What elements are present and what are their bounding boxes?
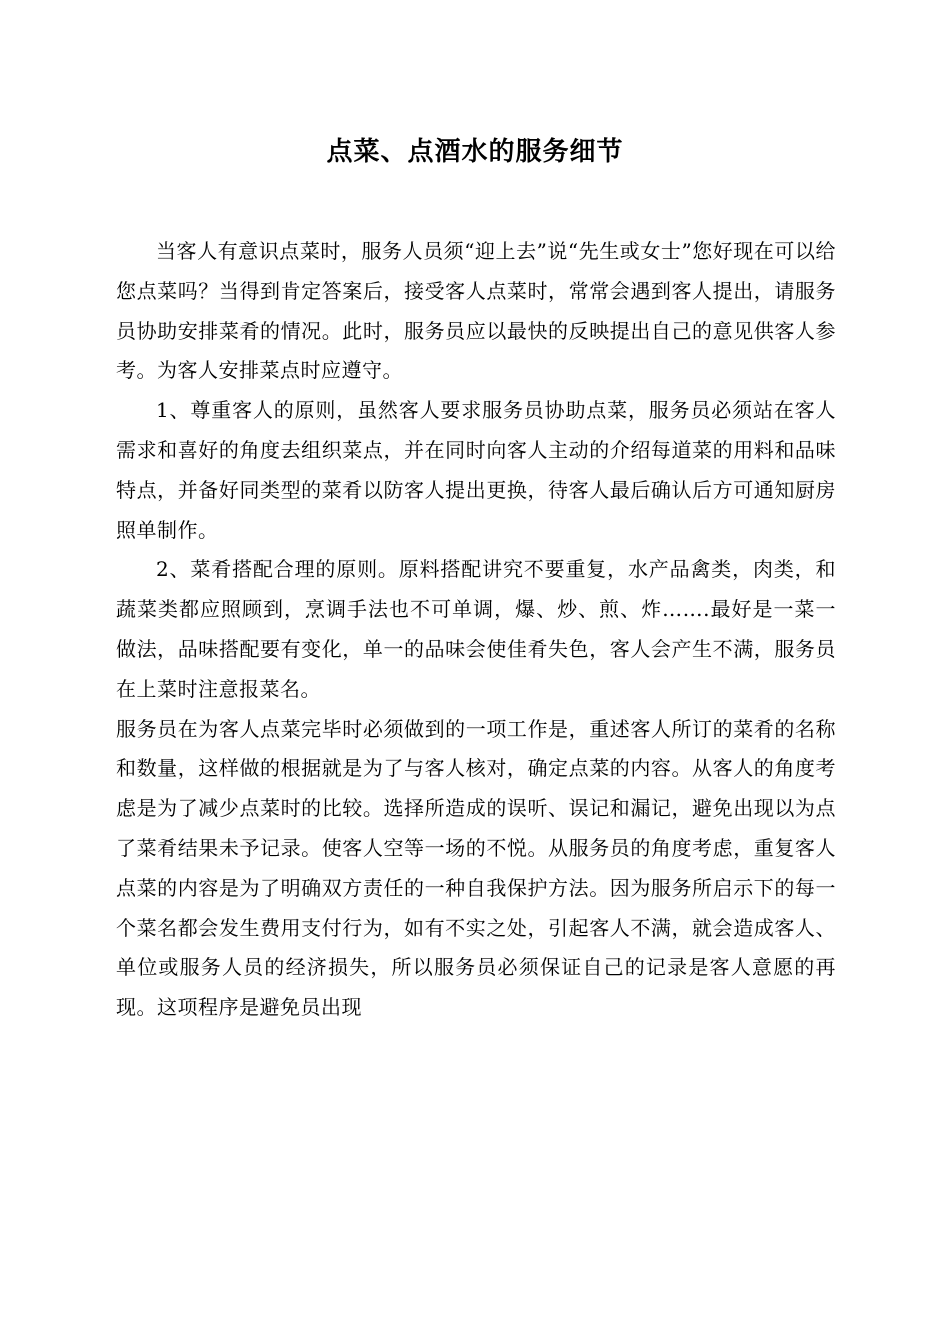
page-title: 点菜、点酒水的服务细节 <box>326 137 624 167</box>
paragraph-rule-2: 2、菜肴搭配合理的原则。原料搭配讲究不要重复，水产品禽类，肉类，和蔬菜类都应照顾到，烹调手法也不可单调，爆、炒、煎、炸…….最好是一菜一做法，品味搭配要有变化，单一的品味会使佳肴失色，客人会产生不满，服务员在上菜时注意报菜名。 <box>116 557 836 701</box>
paragraph-order-confirmation: 服务员在为客人点菜完毕时必须做到的一项工作是，重述客人所订的菜肴的名称和数量，这样做的根据就是为了与客人核对，确定点菜的内容。从客人的角度考虑是为了减少点菜时的比较。选择所造成的误听、误记和漏记，避免出现以为点了菜肴结果未予记录。使客人空等一场的不悦。从服务员的角度考虑，重复客人点菜的内容是为了明确双方责任的一种自我保护方法。因为服务所启示下的每一个菜名都会发生费用支付行为，如有不实之处，引起客人不满，就会造成客人、单位或服务人员的经济损失，所以服务员必须保证自己的记录是客人意愿的再现。这项程序是避免员出现 <box>116 716 836 1020</box>
document-body <box>116 232 836 1028</box>
paragraph-intro: 当客人有意识点菜时，服务人员须“迎上去”说“先生或女士”您好现在可以给您点菜吗？当得到肯定答案后，接受客人点菜时，常常会遇到客人提出，请服务员协助安排菜肴的情况。此时，服务员应以最快的反映提出自己的意见供客人参考。为客人安排菜点时应遵守。 <box>116 239 836 383</box>
paragraph-rule-1: 1、尊重客人的原则，虽然客人要求服务员协助点菜，服务员必须站在客人需求和喜好的角度去组织菜点，并在同时向客人主动的介绍每道菜的用料和品味特点，并备好同类型的菜肴以防客人提出更换，待客人最后确认后方可通知厨房照单制作。 <box>116 398 836 542</box>
